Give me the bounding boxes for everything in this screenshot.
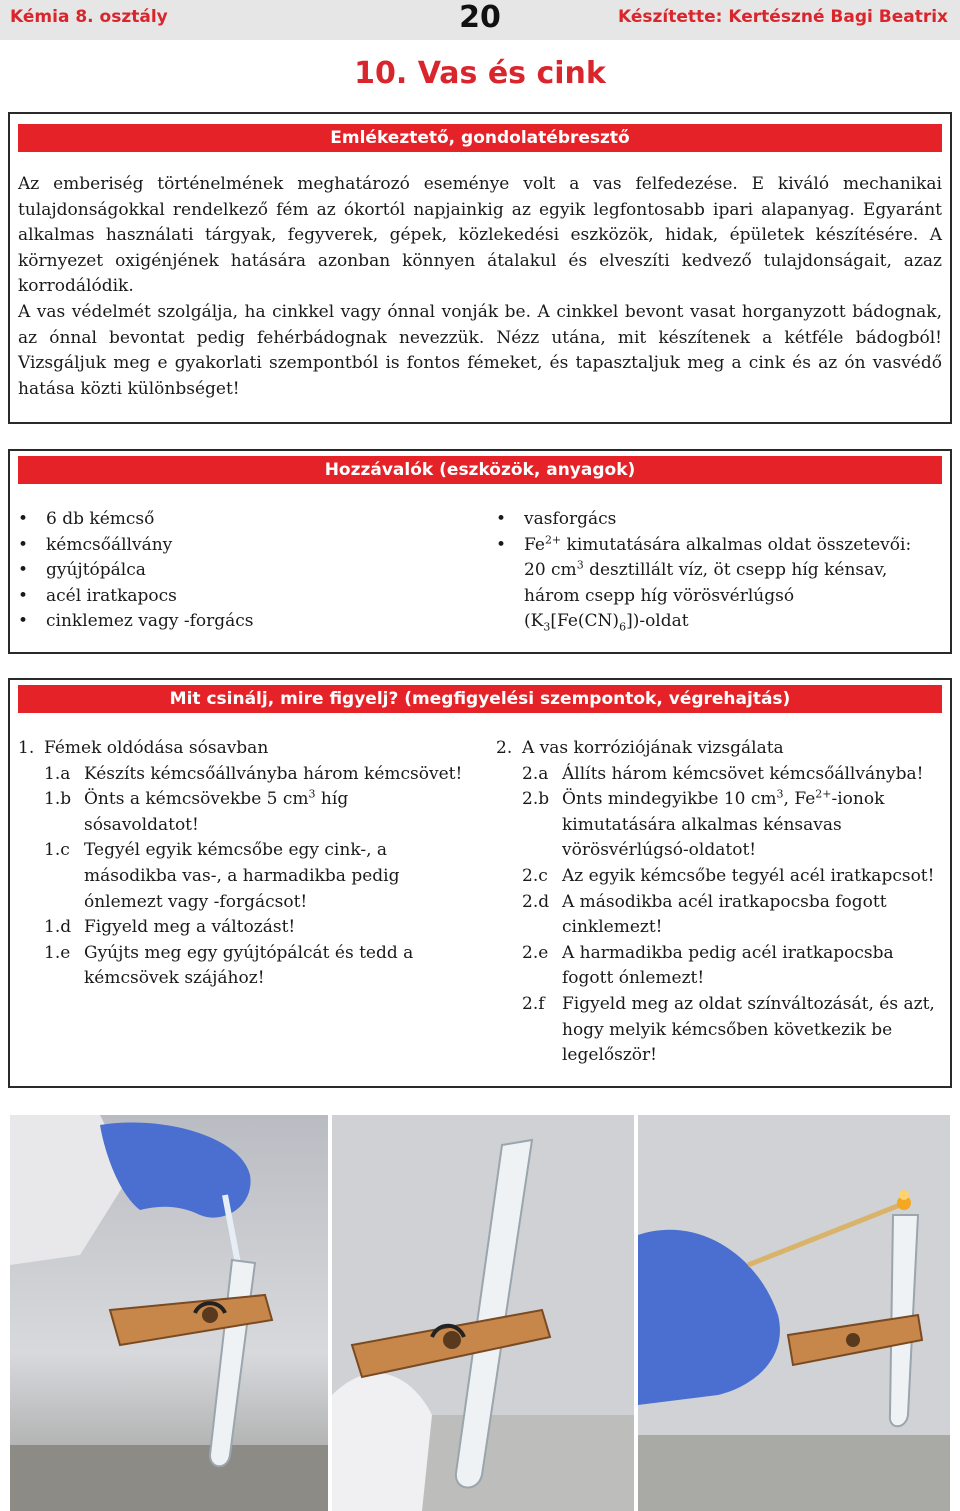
list-item: • $Fe^{2+}$ kimutatására alkalmas oldat összetevői: 20 $cm^3$ desztillált víz, öt csepp híg kénsav, három csepp híg vörösvérlúgsó $(K_3[Fe(CN)_6])$-oldat [496, 532, 912, 634]
page-title: 10. Vas és cink [354, 56, 606, 91]
list-item: • kémcsőállvány [18, 533, 458, 559]
step-title: 2. A vas korróziójának vizsgálata [496, 738, 784, 758]
list-item: • cinklemez vagy -forgács [18, 609, 458, 635]
reminder-box [8, 112, 952, 424]
step-title: 1. Fémek oldódása sósavban [18, 738, 269, 758]
procedure-column-1 [18, 736, 468, 992]
step-item: 1.e Gyújts meg egy gyújtópálcát és tedd a kémcsövek szájához! [44, 942, 414, 989]
step-item: 2.a Állíts három kémcsövet kémcsőállványba! [522, 763, 924, 784]
page-number: 20 [459, 0, 501, 35]
bullet-icon: • [18, 611, 29, 632]
step-item: 2.f Figyeld meg az oldat színváltozását, és azt, hogy melyik kémcsőben következik be legelőször! [522, 993, 935, 1066]
bullet-icon: • [18, 509, 29, 529]
step-item: 2.d A másodikba acél iratkapocsba fogott cinklemezt! [522, 891, 887, 938]
materials-box [8, 449, 952, 654]
bullet-icon: • [496, 509, 507, 529]
step-item: 2.b Önts mindegyikbe 10 $cm^3$, $Fe^{2+}$-ionok kimutatására alkalmas kénsavas vörösvérlúgsó-oldatot! [522, 787, 885, 861]
step-item: 1.a Készíts kémcsőállványba három kémcsövet! [44, 763, 463, 784]
photo-match-test [638, 1115, 950, 1511]
bullet-icon: • [18, 585, 29, 606]
list-item: • gyújtópálca [18, 558, 458, 584]
author-label: Készítette: Kertészné Bagi Beatrix [617, 7, 948, 27]
bullet-icon: • [18, 560, 29, 581]
list-item: • vasforgács [496, 507, 936, 533]
materials-heading: Hozzávalók (eszközök, anyagok) [18, 456, 942, 484]
intro-paragraph-2: A vas védelmét szolgálja, ha cinkkel vagy ónnal vonják be. A cinkkel bevont vasat horganyzott bádognak, az ónnal bevontat pedig fehérbádognak nevezzük. Nézz utána, mit készítenek a kétféle bádogból! Vizsgáljuk meg e gyakorlati szempontból is fontos fémeket, és tapasztaljuk meg a cink és az ón vasvédő hatása közti különbséget! [18, 301, 942, 399]
step-item: 2.c Az egyik kémcsőbe tegyél acél iratkapcsot! [522, 865, 935, 886]
bullet-icon: • [18, 534, 29, 555]
procedure-box [8, 678, 952, 1088]
step-item: 1.b Önts a kémcsövekbe 5 $cm^3$ híg sósavoldatot! [44, 787, 349, 835]
page-header [0, 0, 960, 40]
step-item: 1.c Tegyél egyik kémcsőbe egy cink-, a másodikba vas-, a harmadikba pedig ónlemezt vagy -forgácsot! [44, 840, 400, 912]
photo-clamped-test-tube [332, 1115, 634, 1511]
reminder-heading: Emlékeztető, gondolatébresztő [18, 124, 942, 152]
intro-paragraph-1: Az emberiség történelmének meghatározó eseménye volt a vas felfedezése. E kiváló mechanikai tulajdonságokkal rendelkező fém az ókortól napjainkig az egyik legfontosabb ipari alapanyag. Egyaránt alkalmas használati tárgyak, fegyverek, gépek, közlekedési eszközök, hidak, épületek készítésére. A környezet oxigénjének hatására azonban könnyen átalakul és elveszíti kedvező tulajdonságait, azaz korrodálódik. [18, 174, 942, 297]
step-item: 2.e A harmadikba pedig acél iratkapocsba fogott ónlemezt! [522, 942, 894, 989]
photo-pouring-test-tube [10, 1115, 328, 1511]
procedure-column-2 [496, 736, 946, 1069]
bullet-icon: • [496, 534, 507, 555]
materials-list-left [18, 507, 458, 635]
intro-text [18, 172, 942, 402]
step-item: 1.d Figyeld meg a változást! [44, 917, 296, 938]
list-item: • acél iratkapocs [18, 584, 458, 610]
materials-list-right [496, 507, 936, 635]
procedure-heading: Mit csinálj, mire figyelj? (megfigyelési szempontok, végrehajtás) [18, 685, 942, 713]
course-label: Kémia 8. osztály [10, 7, 168, 27]
list-item: • 6 db kémcső [18, 507, 458, 533]
